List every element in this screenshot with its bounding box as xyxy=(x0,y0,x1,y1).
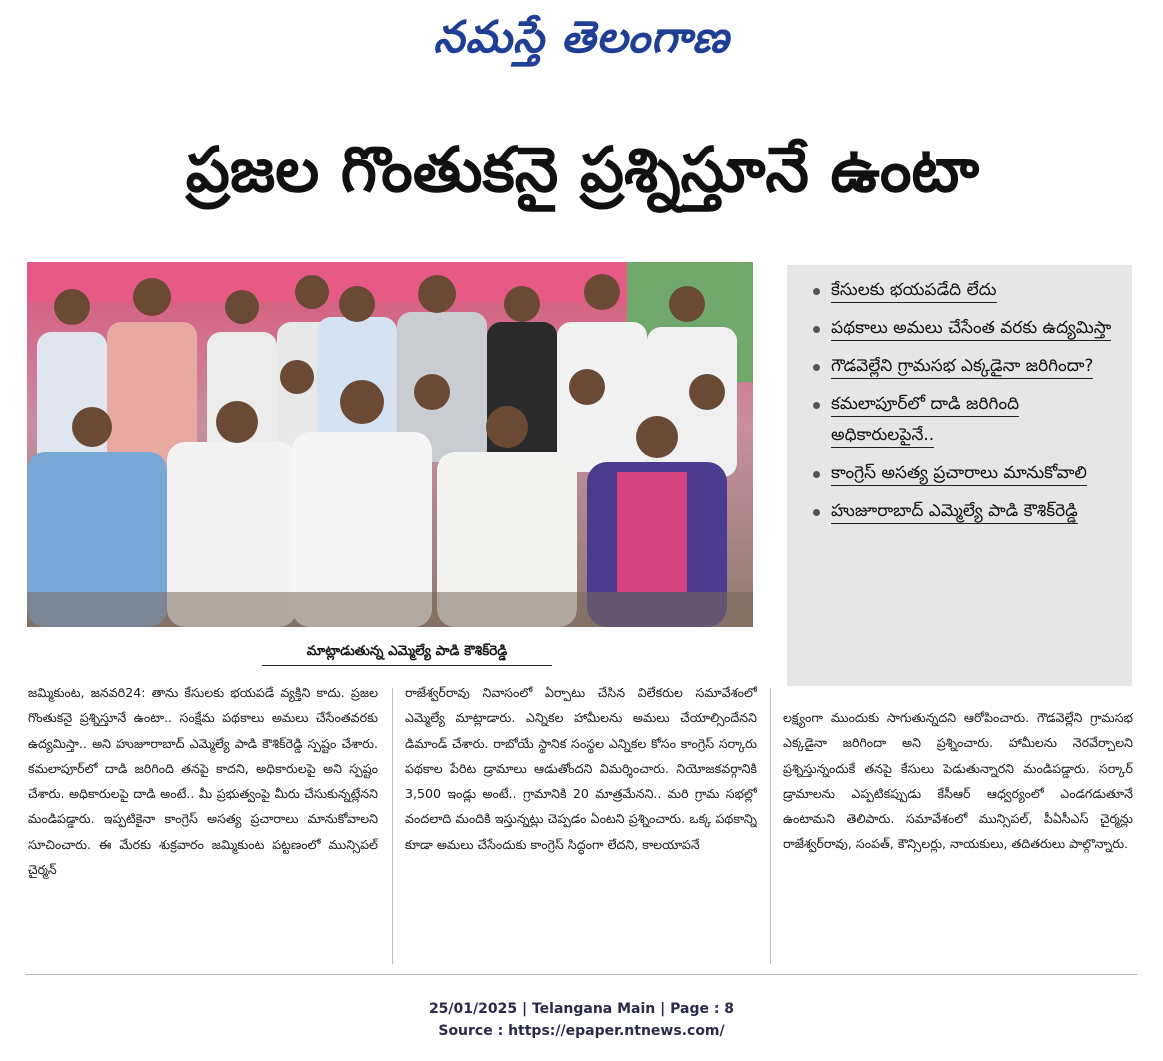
highlights-sidebar xyxy=(787,265,1132,686)
highlight-text: కేసులకు భయపడేది లేదు xyxy=(831,280,997,303)
footer-date-page: 25/01/2025 | Telangana Main | Page : 8 xyxy=(428,1001,735,1017)
bullet-icon xyxy=(813,471,820,478)
bullet-icon xyxy=(813,364,820,371)
highlight-item xyxy=(809,313,1118,344)
footer-source: Source : https://epaper.ntnews.com/ xyxy=(438,1023,725,1039)
highlight-text: కాంగ్రెస్ అసత్య ప్రచారాలు మానుకోవాలి xyxy=(831,463,1087,486)
bullet-icon xyxy=(813,509,820,516)
highlight-text: పథకాలు అమలు చేసేంత వరకు ఉద్యమిస్తా xyxy=(831,318,1111,341)
bullet-icon xyxy=(813,402,820,409)
newspaper-masthead: నమస్తే తెలంగాణ xyxy=(433,12,730,63)
highlight-item xyxy=(809,389,1118,451)
highlight-item xyxy=(809,458,1118,489)
article-headline: ప్రజల గొంతుకనై ప్రశ్నిస్తూనే ఉంటా xyxy=(185,133,980,206)
bullet-icon xyxy=(813,288,820,295)
footer-divider xyxy=(26,974,1137,975)
highlight-item xyxy=(809,275,1118,306)
highlight-text: హుజూరాబాద్ ఎమ్మెల్యే పాడి కౌశిక్‌రెడ్డి xyxy=(831,501,1078,524)
highlight-text: గౌడవెల్లేని గ్రామసభ ఎక్కడైనా జరిగిందా? xyxy=(831,356,1093,379)
column-divider xyxy=(770,688,771,964)
highlight-item xyxy=(809,496,1118,527)
highlight-item xyxy=(809,351,1118,382)
article-photo xyxy=(27,262,753,627)
article-column-3: లక్ష్యంగా ముందుకు సాగుతున్నదని ఆరోపించారు. గౌడవెల్లేని గ్రామసభ ఎక్కడైనా జరిగిందా అని ప్రశ్నించారు. హామీలను నెరవేర్చాలని ప్రశ్నిస్తున్నందుకే తనపై కేసులు పెడుతున్నారని మండిపడ్డారు. సర్కార్ డ్రామాలను ఎప్పటికప్పుడు కేసీఆర్ ఆధ్వర్యంలో ఎండగడుతూనే ఉంటామని తెలిపారు. సమావేశంలో మున్సిపల్, పీఏసీఎస్ చైర్మన్లు రాజేశ్వర్‌రావు, సంపత్, కౌన్సిలర్లు, నాయకులు, తదితరులు పాల్గొన్నారు. xyxy=(783,710,1133,852)
article-column-2: రాజేశ్వర్‌రావు నివాసంలో ఏర్పాటు చేసిన విలేకరుల సమావేశంలో ఎమ్మెల్యే మాట్లాడారు. ఎన్నికల హామీలను అమలు చేయాల్సిందేనని డిమాండ్ చేశారు. రాబోయే స్థానిక సంస్థల ఎన్నికల కోసం కాంగ్రెస్ సర్కారు పథకాల పేరిట డ్రామాలు ఆడుతోందని విమర్శించారు. నియోజకవర్గానికి 3,500 ఇండ్లు అంటే.. గ్రామానికి 20 మాత్రమేనని.. మరి గ్రామ సభల్లో వందలాది మందికి ఇస్తున్నట్లు చెప్పడం ఏంటని ప్రశ్నించారు. ఒక్క పథకాన్ని కూడా అమలు చేసేందుకు కాంగ్రెస్ సిద్ధంగా లేదని, కాలయాపనే xyxy=(405,685,757,852)
highlight-text: కమలాపూర్‌లో దాడి జరిగింది అధికారులపైనే.. xyxy=(831,394,1019,448)
photo-caption: మాట్లాడుతున్న ఎమ్మెల్యే పాడి కౌశిక్‌రెడ్డి xyxy=(262,636,552,666)
group-photo-illustration xyxy=(27,262,753,627)
column-divider xyxy=(392,688,393,964)
article-column-1: జమ్మికుంట, జనవరి24: తాను కేసులకు భయపడే వ్యక్తిని కాదు. ప్రజల గొంతుకనై ప్రశ్నిస్తూనే ఉంటా.. సంక్షేమ పథకాలు అమలు చేసేంతవరకు ఉద్యమిస్తా.. అని హుజూరాబాద్ ఎమ్మెల్యే పాడి కౌశిక్‌రెడ్డి స్పష్టం చేశారు. కమలాపూర్‌లో దాడి జరిగింది తనపై కాదని, అధికారులపై అని స్పష్టం చేశారు. అధికారులపై దాడి అంటే.. మీ ప్రభుత్వంపై మీరు చేసుకున్నట్లేనని మండిపడ్డారు. ఇప్పటికైనా కాంగ్రెస్ అసత్య ప్రచారాలు మానుకోవాలని సూచించారు. ఈ మేరకు శుక్రవారం జమ్మికుంట పట్టణంలో మున్సిపల్ చైర్మన్ xyxy=(28,685,378,878)
bullet-icon xyxy=(813,326,820,333)
